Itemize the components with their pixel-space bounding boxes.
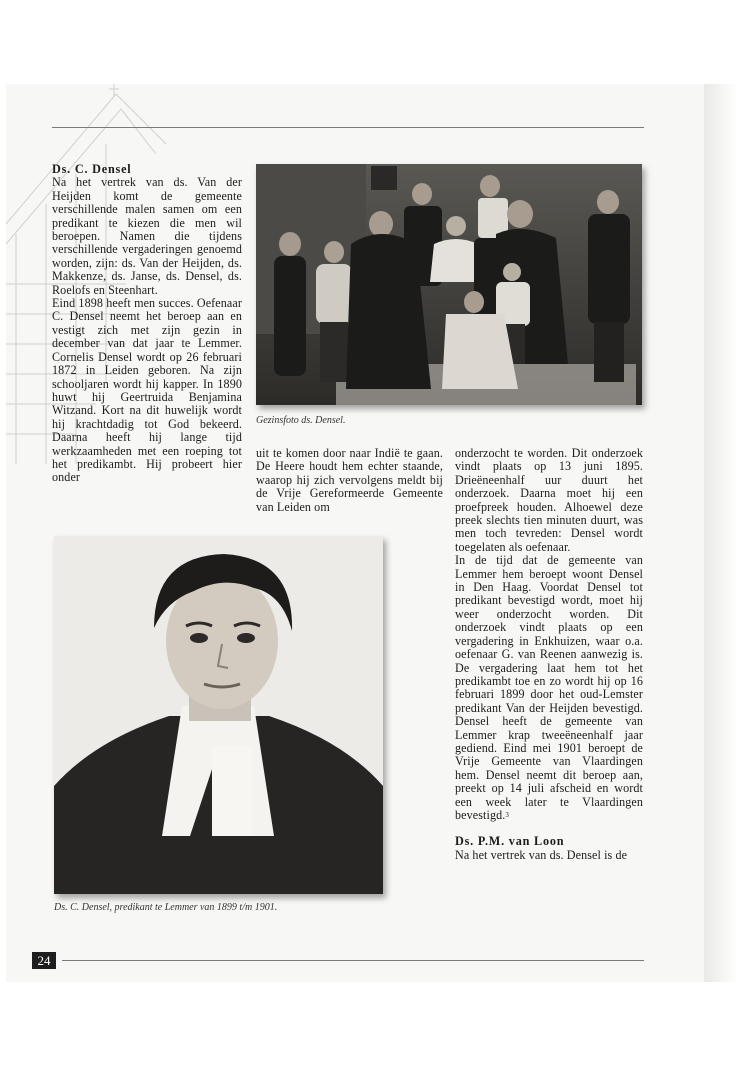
family-photo-caption: Gezinsfoto ds. Densel. xyxy=(256,415,346,426)
bottom-rule xyxy=(62,960,644,961)
family-photo xyxy=(256,164,642,405)
portrait-photo xyxy=(54,536,383,894)
section-heading: Ds. C. Densel xyxy=(52,162,132,176)
paragraph: uit te komen door naar Indië te gaan. De Heere houdt hem echter staande, waarop hij zich vervolgens meldt bij de Vrije Gereformeerde Gemeente van Leiden om xyxy=(256,446,443,514)
paragraph: Na het vertrek van ds. Van der Heijden komt de gemeente verschillende malen samen om een predikant te kiezen die men wil beroepen. Namen die tijdens verschillende vergaderingen genoemd worden, zijn: ds. Van der Heijden, ds. Makkenze, ds. Janse, ds. Densel, ds. Roelofs en Steenhart. xyxy=(52,175,242,297)
paragraph: Eind 1898 heeft men succes. Oefenaar C. Densel neemt het beroep aan en vestigt zich met zijn gezin in december van dat jaar te Lemmer. Cornelis Densel wordt op 26 februari 1872 in Leiden geboren. Na zijn schooljaren wordt hij kapper. In 1890 huwt hij Geertruida Benjamina Witzand. Kort na dit huwelijk wordt hij krachtdadig tot God bekeerd. Daarna heeft hij lange tijd werkzaamheden met een roeping tot het predikambt. Hij probeert hier onder xyxy=(52,296,242,485)
top-rule xyxy=(52,127,644,128)
page-number: 24 xyxy=(32,952,56,969)
paragraph-text: In de tijd dat de gemeente van Lemmer hem beroept woont Densel in Den Haag. Voordat Densel tot predikant bevestigd wordt, moet hij weer onderzocht worden. Dit onderzoek vindt plaats op een vergadering in Enkhuizen, waar o.a. oefenaar G. van Reenen aanwezig is. De vergadering laat hem tot het predikambt toe en zo wordt hij op 16 februari 1899 door het oud-Lemster predikant Van der Heijden bevestigd. Densel heeft de gemeente van Lemmer krap tweeëneenhalf jaar gediend. Eind mei 1901 beroept de Vrije Gemeente van Vlaardingen hem. Densel neemt dit beroep aan, preekt op 14 juli afscheid en wordt een week later te Vlaardingen bevestigd. xyxy=(455,553,643,822)
section-heading: Ds. P.M. van Loon xyxy=(455,834,565,849)
paragraph: Na het vertrek van ds. Densel is de xyxy=(455,847,628,862)
footnote-mark: 3 xyxy=(505,810,509,819)
paragraph xyxy=(455,554,643,822)
column-3 xyxy=(455,447,643,862)
column-2 xyxy=(256,447,443,514)
column-1 xyxy=(52,163,242,485)
paragraph: onderzocht te worden. Dit onderzoek vindt plaats op 13 juni 1895. Drieëneenhalf uur duurt het onderzoek. Daarna moet hij een proefpreek houden. Alhoewel deze preek slechts tien minuten duurt, was men toch tevreden: Densel wordt toegelaten als oefenaar. xyxy=(455,446,643,554)
portrait-photo-caption: Ds. C. Densel, predikant te Lemmer van 1899 t/m 1901. xyxy=(54,902,278,913)
page-edge-shadow xyxy=(704,84,738,982)
